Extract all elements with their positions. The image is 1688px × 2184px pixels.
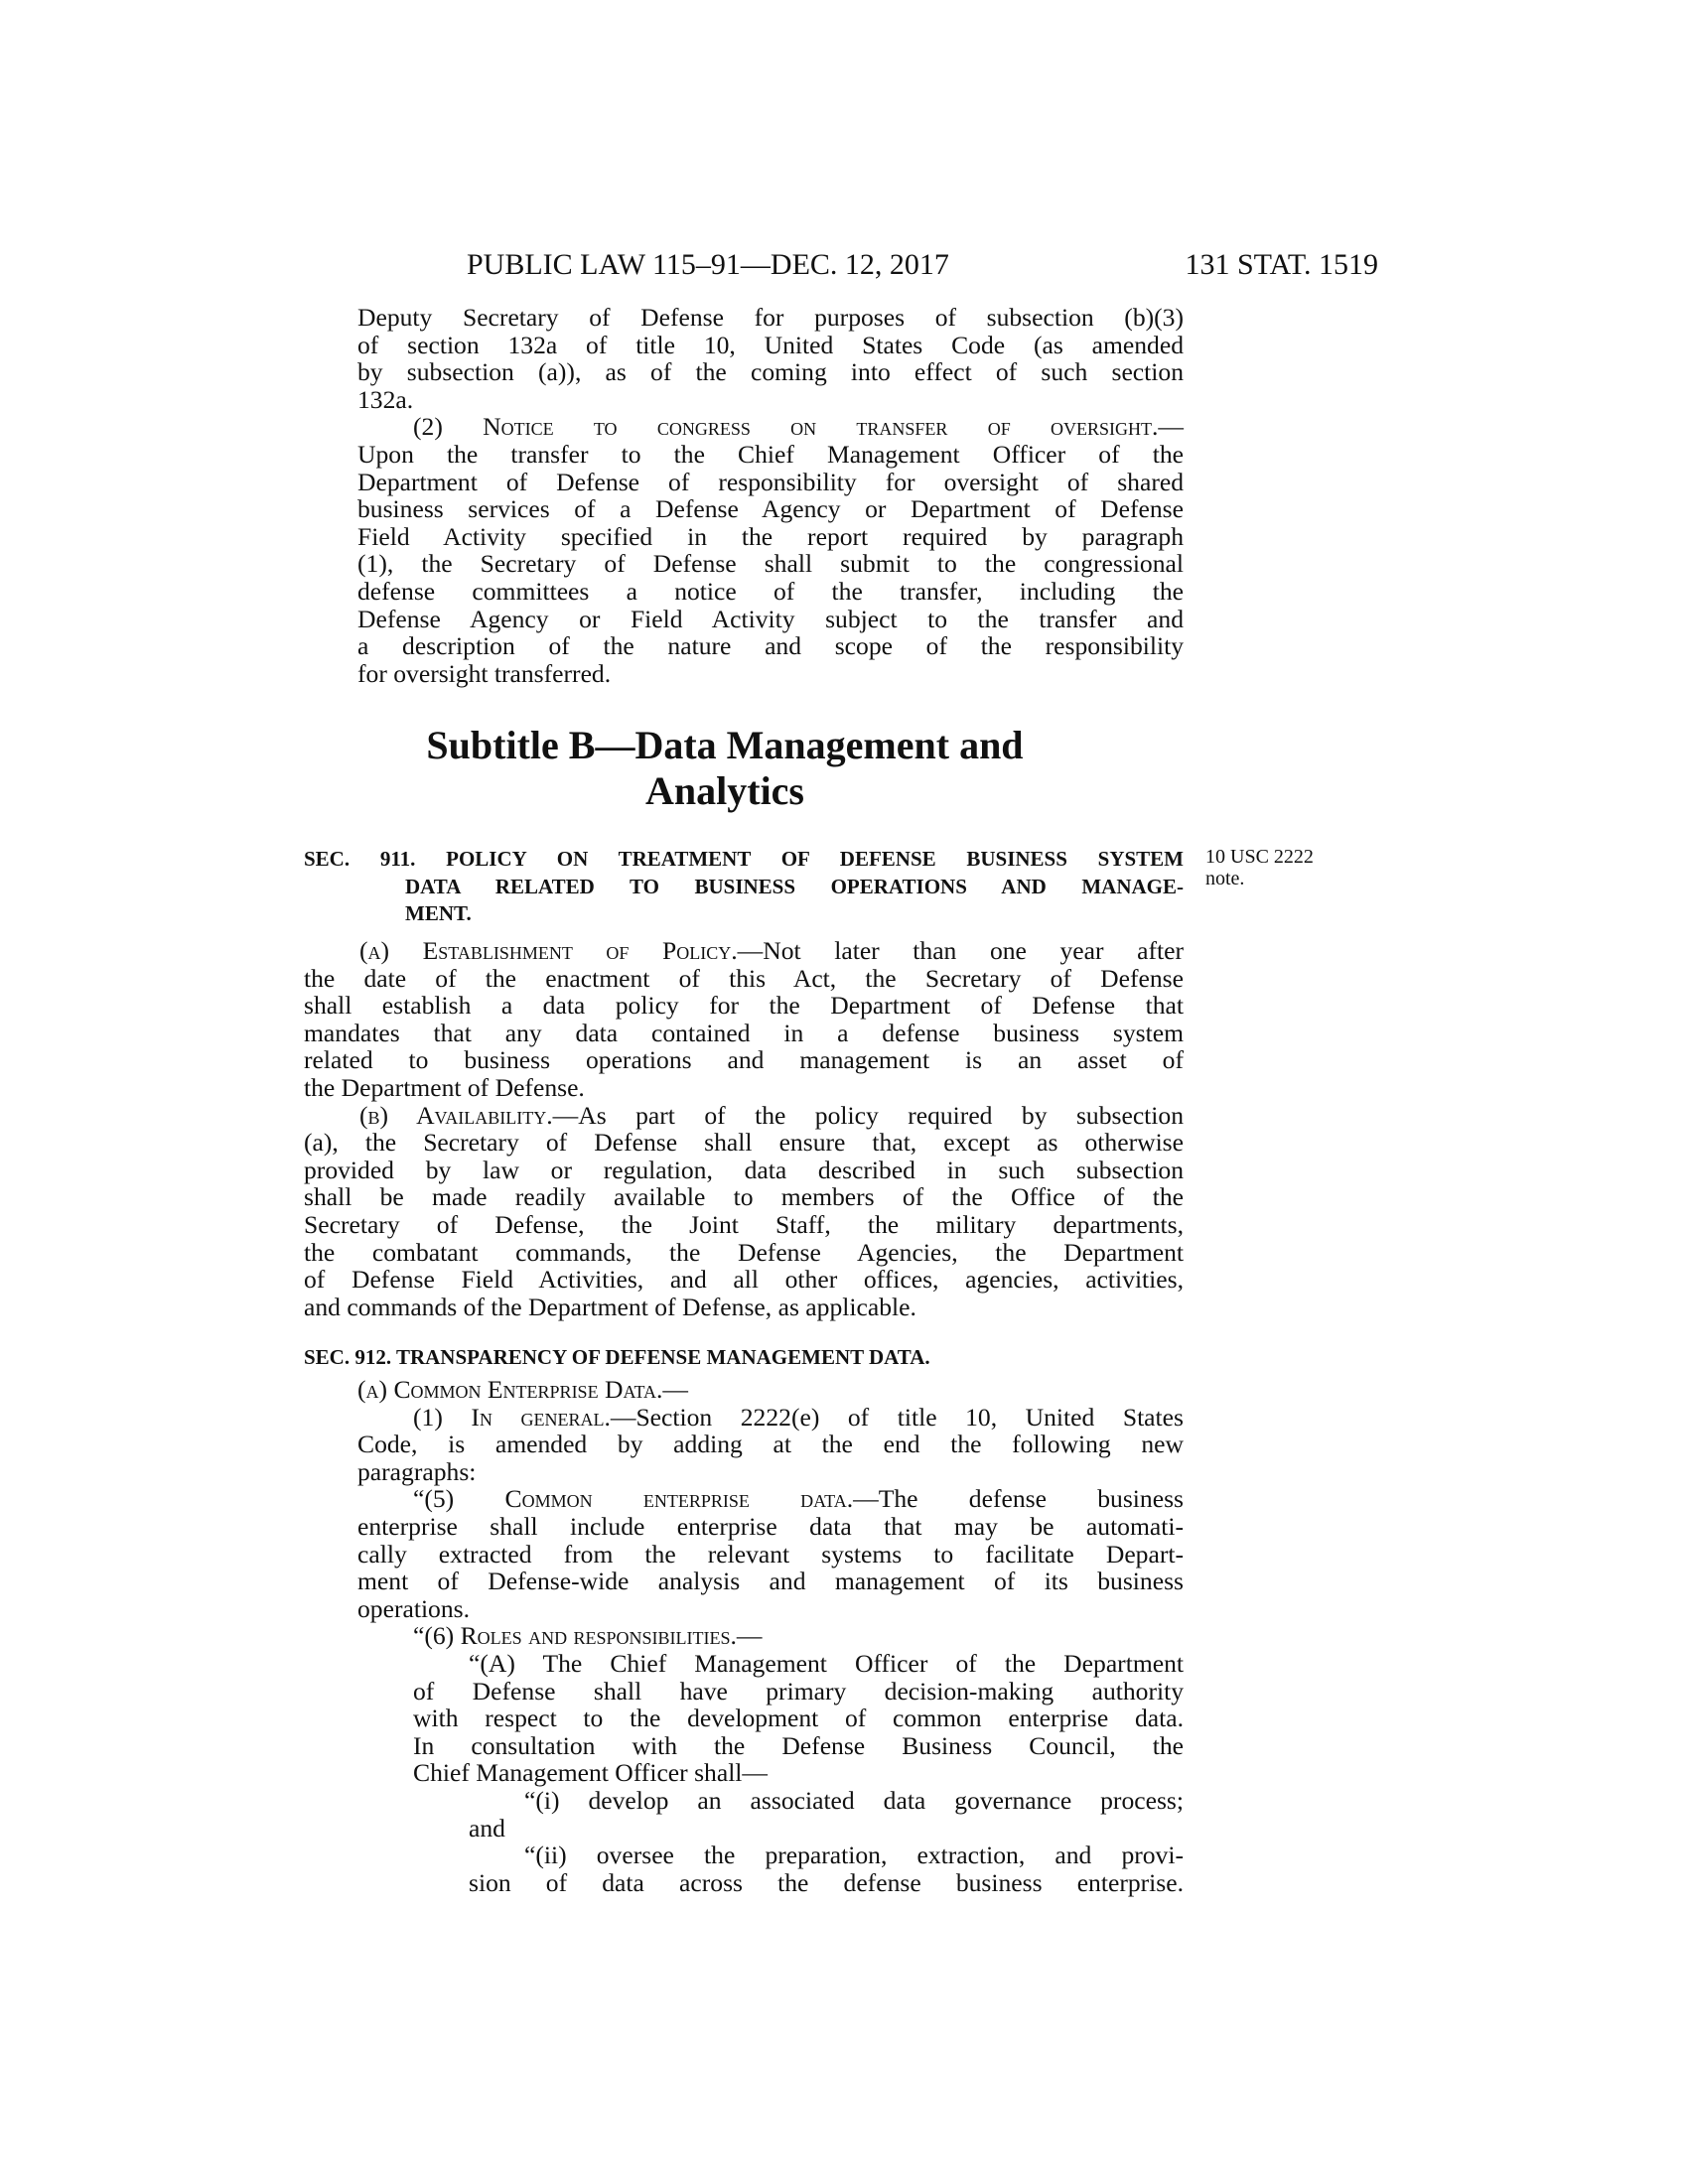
text-line: related to business operations and management is an asset of — [304, 1045, 1184, 1075]
text-line: and — [469, 1813, 505, 1843]
text-line: “(i) develop an associated data governance process; — [524, 1785, 1184, 1815]
paragraph-1-label: (1) In general. — [413, 1402, 611, 1432]
subsection-a-heading — [357, 1376, 1184, 1404]
text-line: Code, is amended by adding at the end the following new — [357, 1430, 1184, 1459]
subsection-b-text: —As part of the policy required by subsection — [552, 1100, 1184, 1130]
text-line: paragraphs: — [357, 1456, 477, 1486]
paragraph-5-label: “(5) Common enterprise data. — [413, 1484, 854, 1514]
text-line: cally extracted from the relevant systems to facilitate Depart- — [357, 1539, 1184, 1569]
margin-citation — [1205, 846, 1314, 889]
text-line: of Defense shall have primary decision-making authority — [413, 1676, 1184, 1706]
running-header — [0, 248, 1688, 288]
paragraph-6-heading — [357, 1622, 1184, 1650]
running-head: PUBLIC LAW 115–91—DEC. 12, 2017 — [467, 248, 949, 281]
section-heading-line: MENT. — [405, 901, 472, 926]
text-line: for oversight transferred. — [357, 658, 612, 688]
section-heading-line: DATA RELATED TO BUSINESS OPERATIONS AND MANAGE- — [405, 874, 1184, 898]
subparagraph-a — [357, 1650, 1184, 1787]
text-line: Secretary of Defense, the Joint Staff, the military departments, — [304, 1209, 1184, 1239]
text-line: by subsection (a)), as of the coming into effect of such section — [357, 357, 1184, 387]
text-line: Deputy Secretary of Defense for purposes of subsection (b)(3) — [357, 303, 1184, 332]
text-line: of Defense Field Activities, and all other offices, agencies, activities, — [304, 1265, 1184, 1295]
common-enterprise-data-label: (a) Common Enterprise Data.— — [357, 1375, 688, 1404]
text-line: (1), the Secretary of Defense shall submit to the congressional — [357, 549, 1184, 579]
text-line: In consultation with the Defense Business Council, the — [413, 1730, 1184, 1760]
text-line: the date of the enactment of this Act, the Secretary of Defense — [304, 963, 1184, 993]
text-line: mandates that any data contained in a defense business system — [304, 1018, 1184, 1047]
text-line: operations. — [357, 1593, 471, 1623]
subsection-a-label: (a) Establishment of Policy. — [359, 936, 738, 965]
text-line: defense committees a notice of the transfer, including the — [357, 576, 1184, 606]
subsection-b-label: (b) Availability. — [359, 1100, 553, 1130]
subtitle-line-1: Subtitle B—Data Management and — [426, 723, 1024, 767]
text-line: a description of the nature and scope of the responsibility — [357, 631, 1184, 661]
text-line: (a), the Secretary of Defense shall ensure that, except as otherwise — [304, 1128, 1184, 1158]
section-912-body — [357, 1376, 1184, 1896]
text-line: sion of data across the defense business enterprise. — [469, 1867, 1184, 1897]
text-line: Field Activity specified in the report required by paragraph — [357, 521, 1184, 551]
subsection-a-first-line — [304, 937, 1184, 965]
text-line: the combatant commands, the Defense Agencies, the Department — [304, 1237, 1184, 1267]
text-line: business services of a Defense Agency or Department of Defense — [357, 494, 1184, 524]
paragraph-2-label: (2) Notice to congress on transfer of oversight.— — [413, 412, 1184, 442]
text-line: and commands of the Department of Defense, as applicable. — [304, 1292, 916, 1321]
text-line: 132a. — [357, 384, 414, 414]
section-911-body — [304, 937, 1184, 1320]
text-line: the Department of Defense. — [304, 1072, 585, 1102]
section-911-heading — [304, 846, 1184, 928]
text-line: enterprise shall include enterprise data that may be automati- — [357, 1511, 1184, 1541]
text-line: of section 132a of title 10, United States Code (as amended — [357, 330, 1184, 359]
margin-citation-line: note. — [1205, 868, 1245, 889]
continuation-block — [357, 304, 1184, 687]
clause-i — [357, 1787, 1184, 1842]
subtitle-heading — [298, 723, 1152, 814]
clause-ii — [357, 1842, 1184, 1896]
subtitle-line-2: Analytics — [645, 768, 804, 813]
text-line: with respect to the development of common enterprise data. — [413, 1704, 1184, 1733]
paragraph-5-text: —The defense business — [853, 1484, 1184, 1514]
text-line: Defense Agency or Field Activity subject to the transfer and — [357, 604, 1184, 633]
paragraph-6-label: “(6) Roles and responsibilities.— — [413, 1621, 763, 1651]
text-line: Department of Defense of responsibility for oversight of shared — [357, 467, 1184, 496]
section-heading-line: SEC. 911. POLICY ON TREATMENT OF DEFENSE BUSINESS SYSTEM — [304, 847, 1184, 871]
text-line: Chief Management Officer shall— — [413, 1758, 769, 1788]
text-line: Upon the transfer to the Chief Management Officer of the — [357, 439, 1184, 469]
paragraph-1-first-line — [357, 1404, 1184, 1432]
section-912-heading — [304, 1344, 1184, 1372]
text-line: “(A) The Chief Management Officer of the Department — [469, 1648, 1184, 1678]
text-line: ment of Defense-wide analysis and management of its business — [357, 1567, 1184, 1596]
paragraph-1-text: —Section 2222(e) of title 10, United States — [610, 1402, 1184, 1432]
subsection-a-text: —Not later than one year after — [737, 936, 1184, 965]
text-line: shall establish a data policy for the Department of Defense that — [304, 991, 1184, 1021]
subsection-b-first-line — [304, 1102, 1184, 1130]
paragraph-5-first-line — [357, 1485, 1184, 1513]
text-line: “(ii) oversee the preparation, extraction, and provi- — [524, 1841, 1184, 1870]
paragraph-2-heading — [357, 413, 1184, 441]
section-heading-line: SEC. 912. TRANSPARENCY OF DEFENSE MANAGEMENT DATA. — [304, 1345, 930, 1369]
statute-page-number: 131 STAT. 1519 — [1185, 248, 1378, 281]
margin-citation-line: 10 USC 2222 — [1205, 846, 1314, 868]
text-line: provided by law or regulation, data described in such subsection — [304, 1155, 1184, 1184]
text-line: shall be made readily available to members of the Office of the — [304, 1182, 1184, 1212]
